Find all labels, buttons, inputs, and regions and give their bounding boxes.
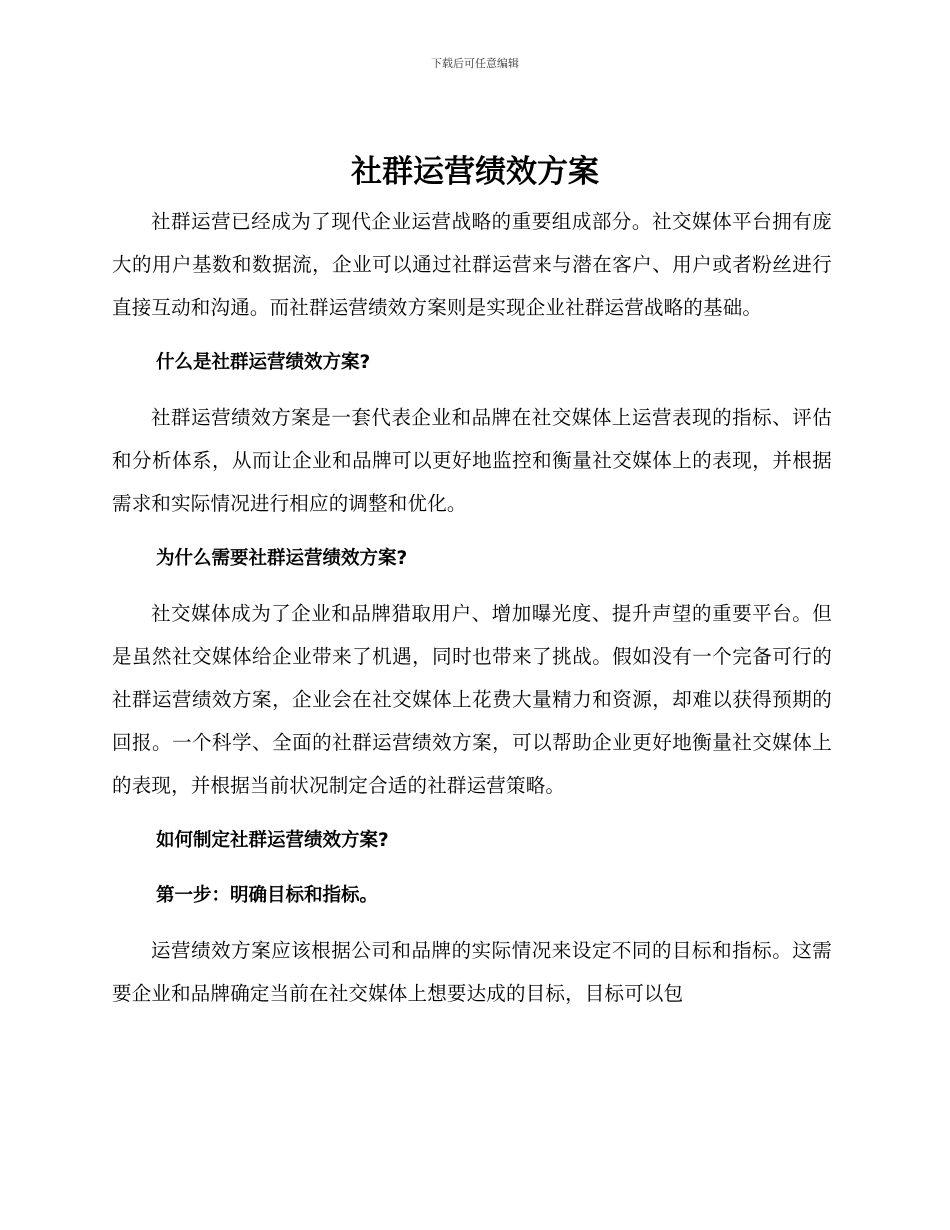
paragraph-step-1: 运营绩效方案应该根据公司和品牌的实际情况来设定不同的目标和指标。这需要企业和品牌确定当前在社交媒体上想要达成的目标，目标可以包 (112, 939, 832, 1005)
document-title: 社群运营绩效方案 (351, 154, 599, 190)
document-body (112, 200, 832, 1015)
intro-paragraph: 社群运营已经成为了现代企业运营战略的重要组成部分。社交媒体平台拥有庞大的用户基数和数据流，企业可以通过社群运营来与潜在客户、用户或者粉丝进行直接互动和沟通。而社群运营绩效方案则是实现企业社群运营战略的基础。 (112, 210, 832, 319)
section-heading-why: 为什么需要社群运营绩效方案? (156, 548, 408, 569)
step-heading-1: 第一步：明确目标和指标。 (156, 885, 379, 906)
section-heading-what: 什么是社群运营绩效方案? (156, 352, 371, 373)
paragraph-what: 社群运营绩效方案是一套代表企业和品牌在社交媒体上运营表现的指标、评估和分析体系，从而让企业和品牌可以更好地监控和衡量社交媒体上的表现，并根据需求和实际情况进行相应的调整和优化。 (112, 406, 832, 515)
paragraph-why: 社交媒体成为了企业和品牌猎取用户、增加曝光度、提升声望的重要平台。但是虽然社交媒体给企业带来了机遇，同时也带来了挑战。假如没有一个完备可行的社群运营绩效方案，企业会在社交媒体上花费大量精力和资源，却难以获得预期的回报。一个科学、全面的社群运营绩效方案，可以帮助企业更好地衡量社交媒体上的表现，并根据当前状况制定合适的社群运营策略。 (112, 602, 832, 797)
section-heading-how: 如何制定社群运营绩效方案? (156, 830, 389, 851)
header-note: 下载后可任意编辑 (431, 57, 519, 70)
